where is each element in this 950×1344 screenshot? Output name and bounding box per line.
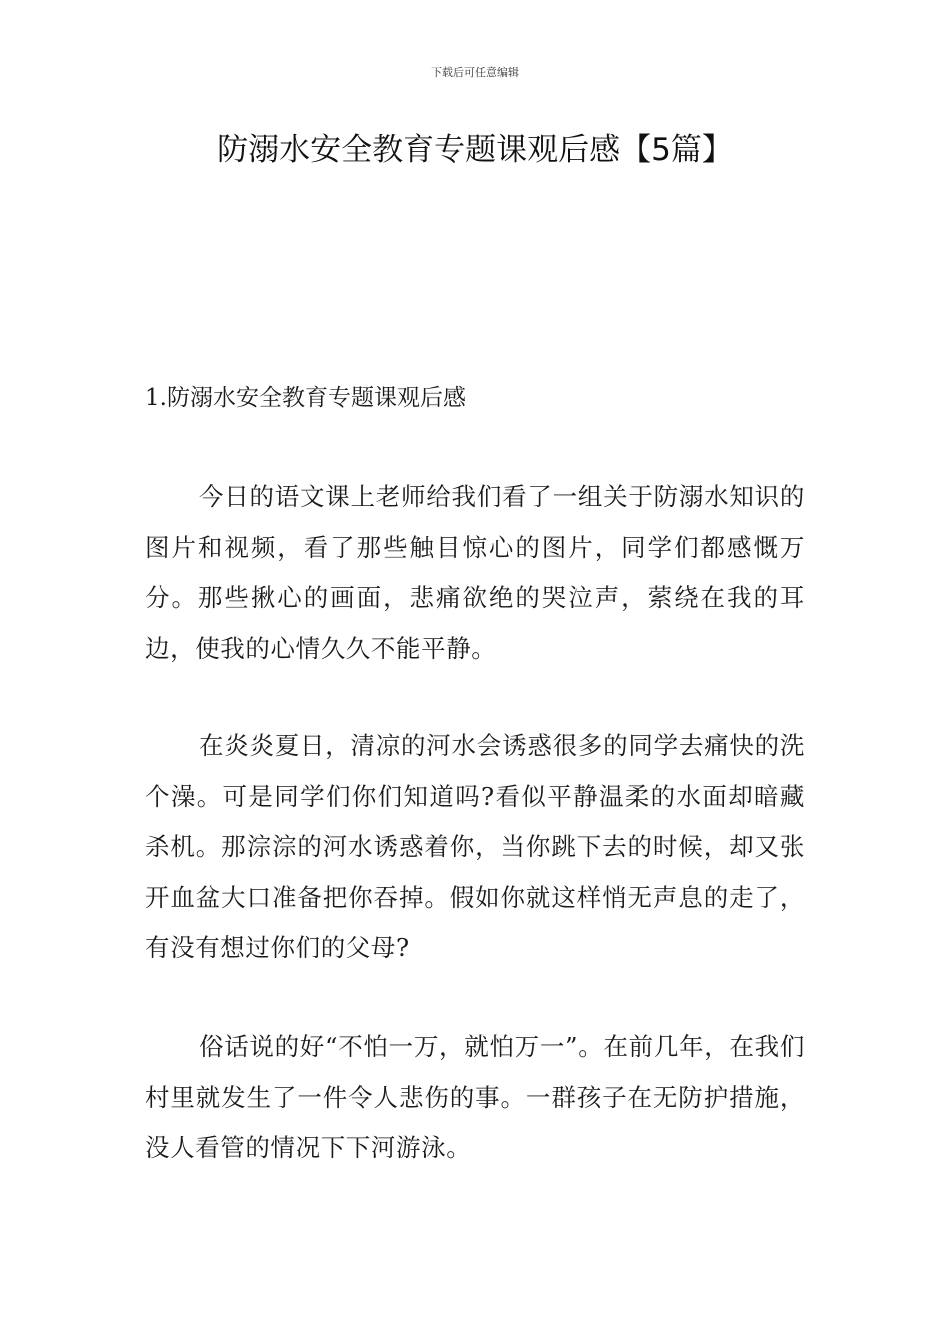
document-title: 防溺水安全教育专题课观后感【5篇】	[217, 132, 733, 168]
header-note: 下载后可任意编辑	[431, 66, 519, 79]
paragraph-1: 今日的语文课上老师给我们看了一组关于防溺水知识的图片和视频，看了那些触目惊心的图片，同学们都感慨万分。那些揪心的画面，悲痛欲绝的哭泣声，萦绕在我的耳边，使我的心情久久不能平静。	[145, 482, 805, 663]
paragraph-3: 俗话说的好“不怕一万，就怕万一”。在前几年，在我们村里就发生了一件令人悲伤的事。一群孩子在无防护措施，没人看管的情况下下河游泳。	[145, 1032, 805, 1162]
section-heading: 1.防溺水安全教育专题课观后感	[145, 385, 466, 411]
paragraph-2: 在炎炎夏日，清凉的河水会诱惑很多的同学去痛快的洗个澡。可是同学们你们知道吗?看似平静温柔的水面却暗藏杀机。那淙淙的河水诱惑着你，当你跳下去的时候，却又张开血盆大口准备把你吞掉。假如你就这样悄无声息的走了，有没有想过你们的父母?	[145, 731, 805, 962]
